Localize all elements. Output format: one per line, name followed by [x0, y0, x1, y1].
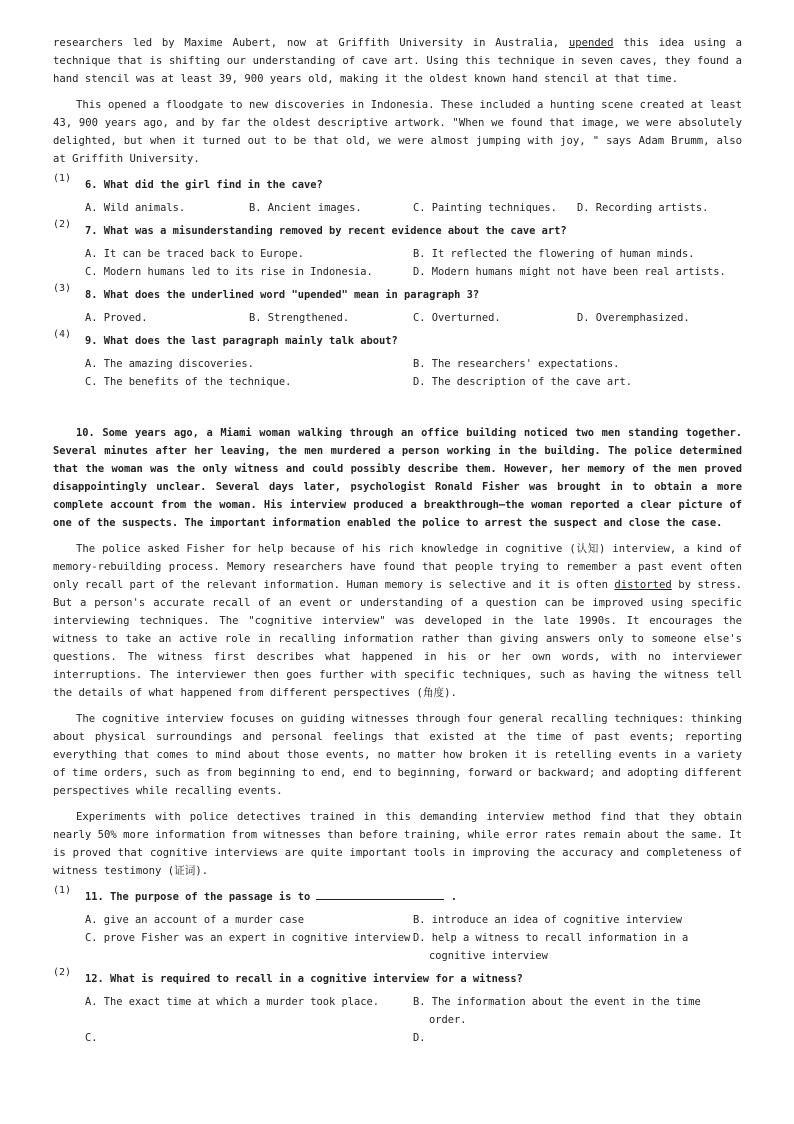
question-number: (1) — [53, 173, 72, 184]
question-text: 9. What does the last paragraph mainly talk about? — [85, 335, 398, 347]
question-number: (2) — [53, 967, 72, 978]
options — [53, 355, 742, 391]
option-b[interactable]: B. The researchers' expectations. — [413, 358, 620, 370]
options — [53, 309, 742, 327]
option-b[interactable]: B. introduce an idea of cognitive interview — [413, 914, 682, 926]
text-run: 11. The purpose of the passage is to — [85, 891, 317, 903]
underlined-word-distorted: distorted — [614, 579, 672, 591]
text-run: The police asked Fisher for help because of his rich knowledge in cognitive (认知) interview, a kind of memory-rebuilding process. Memory researchers have found that people trying to remember a past event often only recall part of the relevant information. Human memory is selective and it is often — [53, 543, 742, 591]
options — [53, 911, 742, 965]
question-text — [53, 888, 742, 906]
text-run: . — [450, 891, 457, 903]
option-c[interactable]: C. — [85, 1032, 98, 1044]
passage1-paragraph2: This opened a floodgate to new discoveries in Indonesia. These included a hunting scene created at least 43, 900 years ago, and by far the oldest descriptive artwork. "When we found that image, we were absolutely delighted, but when it turned out to be that old, we were almost jumping with joy, " says Adam Brumm, also at Griffith University. — [53, 99, 742, 165]
option-d[interactable]: D. The description of the cave art. — [413, 376, 632, 388]
option-c[interactable]: C. prove Fisher was an expert in cognitive interview — [85, 932, 411, 944]
option-d[interactable]: D. Modern humans might not have been real artists. — [413, 266, 726, 278]
options — [53, 993, 742, 1047]
text-run: by stress. But a person's accurate recall of an event or understanding of a question can be improved using specific interviewing techniques. The "cognitive interview" was developed in the late 1990s. It encourages the witness to take an active role in recalling information rather than giving answers only to someone else's questions. The witness first describes what happened in his or her own words, with no interviewer interruptions. The interviewer then goes further with specific techniques, such as having the witness tell the details of what happened from different perspectives (角度). — [53, 579, 742, 699]
question-number: (1) — [53, 885, 72, 896]
question-text: 8. What does the underlined word "upended" mean in paragraph 3? — [85, 289, 480, 301]
options — [53, 199, 742, 217]
passage2-intro: 10. Some years ago, a Miami woman walking through an office building noticed two men standing together. Several minutes after her leaving, the men murdered a person working in the building. The police determined that the woman was the only witness and could possibly describe them. However, her memory of the men proved disappointingly unclear. Several days later, psychologist Ronald Fisher was brought in to obtain a more complete account from the woman. His interview produced a breakthrough—the woman reported a clear picture of one of the suspects. The important information enabled the police to arrest the suspect and close the case. — [53, 427, 742, 529]
question-number: (4) — [53, 329, 72, 340]
option-b[interactable]: B. Ancient images. — [249, 202, 362, 214]
option-d[interactable]: D. Recording artists. — [577, 202, 709, 214]
question-text: 12. What is required to recall in a cognitive interview for a witness? — [85, 973, 523, 985]
underlined-word-upended: upended — [568, 37, 614, 49]
option-d[interactable]: D. Overemphasized. — [577, 312, 690, 324]
answer-blank[interactable] — [316, 888, 444, 900]
option-a[interactable]: A. Wild animals. — [85, 202, 186, 214]
option-b[interactable]: B. It reflected the flowering of human minds. — [413, 248, 695, 260]
question-8 — [53, 283, 742, 327]
option-c[interactable]: C. Painting techniques. — [413, 202, 557, 214]
option-a[interactable]: A. The amazing discoveries. — [85, 358, 254, 370]
option-a[interactable]: A. The exact time at which a murder took place. — [85, 996, 380, 1008]
question-number: (3) — [53, 283, 72, 294]
passage2-paragraph4: Experiments with police detectives trained in this demanding interview method find that they obtain nearly 50% more information from witnesses than before training, while error rates remain about the same. It is proved that cognitive interviews are quite important tools in improving the accuracy and completeness of witness testimony (证词). — [53, 811, 742, 877]
question-12 — [53, 967, 742, 1047]
question-text: 7. What was a misunderstanding removed by recent evidence about the cave art? — [85, 225, 567, 237]
option-b[interactable]: B. Strengthened. — [249, 312, 350, 324]
option-b[interactable]: B. The information about the event in the time order. — [413, 996, 701, 1026]
question-number: (2) — [53, 219, 72, 230]
option-d[interactable]: D. — [413, 1032, 426, 1044]
options — [53, 245, 742, 281]
passage2-paragraph3: The cognitive interview focuses on guiding witnesses through four general recalling techniques: thinking about physical surroundings and personal feelings that existed at the time of past events; reporting everything that comes to mind about those events, no matter how broken it is retelling events in a variety of time orders, such as from beginning to end, end to beginning, forward or backward; and adopting different perspectives while recalling events. — [53, 713, 742, 797]
option-d[interactable]: D. help a witness to recall information in a cognitive interview — [413, 932, 689, 962]
section-gap — [53, 396, 742, 424]
document-page — [53, 34, 742, 1052]
question-7 — [53, 219, 742, 281]
question-11 — [53, 885, 742, 965]
passage2-paragraph2 — [53, 540, 742, 702]
question-text: 6. What did the girl find in the cave? — [85, 179, 323, 191]
passage1-paragraph1 — [53, 34, 742, 88]
option-a[interactable]: A. Proved. — [85, 312, 148, 324]
text-run: this idea using a technique that is shifting our understanding of cave art. Using this technique in seven caves, they found a hand stencil was at least 39, 900 years old, making it the oldest known hand stencil at that time. — [53, 37, 742, 85]
option-c[interactable]: C. Modern humans led to its rise in Indonesia. — [85, 266, 373, 278]
option-a[interactable]: A. It can be traced back to Europe. — [85, 248, 304, 260]
text-run: researchers led by Maxime Aubert, now at Griffith University in Australia, — [53, 37, 569, 49]
option-c[interactable]: C. The benefits of the technique. — [85, 376, 292, 388]
question-6 — [53, 173, 742, 217]
option-a[interactable]: A. give an account of a murder case — [85, 914, 304, 926]
option-c[interactable]: C. Overturned. — [413, 312, 501, 324]
question-9 — [53, 329, 742, 391]
